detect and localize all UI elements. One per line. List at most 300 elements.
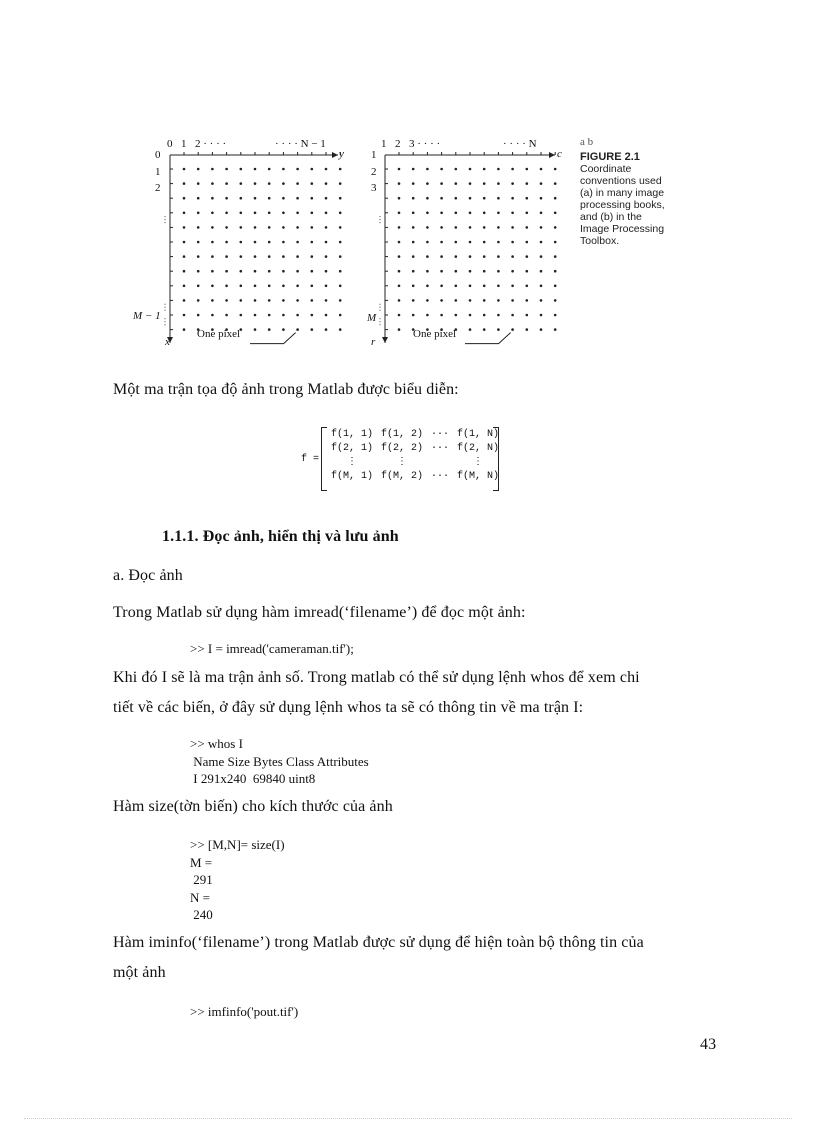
right-pixel-dot [540, 226, 543, 229]
paragraph-iminfo-line-1: Hàm iminfo(‘filename’) trong Matlab được sử dụng để hiện toàn bộ thông tin của [113, 934, 644, 951]
code-size [190, 836, 285, 924]
left-pixel-dot [325, 241, 328, 244]
right-pixel-dot [554, 328, 557, 331]
left-pixel-dot [197, 197, 200, 200]
left-pixel-dot [254, 212, 257, 215]
right-pixel-dot [469, 168, 472, 171]
right-pixel-dot [469, 182, 472, 185]
left-pixel-dot [211, 270, 214, 273]
left-pixel-dot [339, 241, 342, 244]
right-pixel-dot [469, 197, 472, 200]
right-pixel-dot [497, 328, 500, 331]
left-pixel-dot [282, 270, 285, 273]
left-pixel-dot [197, 285, 200, 288]
right-pixel-dot [540, 182, 543, 185]
code-line: M = [190, 854, 213, 870]
left-pixel-dot [296, 212, 299, 215]
left-pixel-dot [296, 314, 299, 317]
right-pixel-dot [426, 182, 429, 185]
right-pixel-dot [469, 270, 472, 273]
right-pixel-dot [554, 270, 557, 273]
right-pixel-dot [455, 182, 458, 185]
right-one-pixel-label: One pixel [413, 328, 457, 340]
right-pixel-dot [398, 197, 401, 200]
left-pixel-dot [339, 328, 342, 331]
left-pixel-dot [339, 285, 342, 288]
right-row-label-3: 3 [371, 182, 377, 194]
right-pixel-dot [398, 255, 401, 258]
left-axis-x: x [165, 336, 170, 348]
right-pixel-dot [483, 168, 486, 171]
left-pixel-dot [211, 197, 214, 200]
left-pixel-dot [225, 270, 228, 273]
left-pixel-dot [311, 241, 314, 244]
right-pixel-dot [412, 285, 415, 288]
left-pixel-dot [183, 270, 186, 273]
left-pixel-dot [296, 168, 299, 171]
left-pixel-dot [211, 212, 214, 215]
right-pixel-dot [483, 226, 486, 229]
right-pixel-dot [540, 212, 543, 215]
left-pixel-dot [240, 299, 243, 302]
right-pixel-dot [412, 314, 415, 317]
right-pixel-dot [426, 299, 429, 302]
left-pixel-pointer [250, 333, 296, 344]
left-pixel-dot [311, 168, 314, 171]
left-pixel-dot [311, 299, 314, 302]
left-pixel-dot [197, 182, 200, 185]
right-pixel-dot [526, 299, 529, 302]
matrix-row [327, 428, 503, 442]
right-pixel-dot [483, 299, 486, 302]
left-axis-y: y [339, 148, 344, 160]
right-pixel-dot [440, 226, 443, 229]
right-pixel-dot [469, 212, 472, 215]
right-pixel-dot [540, 314, 543, 317]
left-pixel-dot [240, 314, 243, 317]
left-pixel-dot [296, 197, 299, 200]
right-pixel-dot [412, 182, 415, 185]
right-pixel-dot [511, 226, 514, 229]
right-pixel-dot [526, 285, 529, 288]
left-pixel-dot [240, 255, 243, 258]
left-pixel-dot [254, 328, 257, 331]
matrix-equation [297, 427, 507, 493]
left-pixel-dot [254, 270, 257, 273]
left-col-label-2: 2 · · · · [195, 138, 227, 150]
right-pixel-dot [497, 270, 500, 273]
left-pixel-dot [339, 255, 342, 258]
right-pixel-dot [455, 255, 458, 258]
matrix-cell [427, 456, 453, 470]
right-pixel-dot [526, 270, 529, 273]
right-pixel-dot [540, 255, 543, 258]
left-pixel-dot [282, 328, 285, 331]
section-heading: 1.1.1. Đọc ảnh, hiển thị và lưu ảnh [162, 528, 399, 545]
left-pixel-dot [311, 270, 314, 273]
right-pixel-dot [511, 212, 514, 215]
right-pixel-dot [455, 270, 458, 273]
right-pixel-dot [497, 197, 500, 200]
right-pixel-dot [440, 270, 443, 273]
right-pixel-dot [426, 226, 429, 229]
left-pixel-dot [339, 168, 342, 171]
left-pixel-dot [225, 314, 228, 317]
right-pixel-dot [412, 299, 415, 302]
right-pixel-dot [398, 241, 401, 244]
left-pixel-dot [240, 226, 243, 229]
right-pixel-dot [511, 241, 514, 244]
matrix-row [327, 470, 503, 484]
right-pixel-dot [497, 314, 500, 317]
right-axis-c: c [557, 148, 562, 160]
left-pixel-dot [268, 270, 271, 273]
left-pixel-dot [268, 226, 271, 229]
right-pixel-dot [497, 285, 500, 288]
matrix-cell: ⋮ [397, 457, 408, 468]
left-pixel-dot [268, 255, 271, 258]
right-pixel-dot [554, 314, 557, 317]
right-pixel-dot [554, 168, 557, 171]
left-pixel-dot [254, 197, 257, 200]
left-pixel-dot [282, 197, 285, 200]
right-pixel-dot [426, 197, 429, 200]
right-pixel-dot [412, 226, 415, 229]
left-pixel-dot [296, 226, 299, 229]
left-pixel-dot [325, 197, 328, 200]
subsection-a-heading: a. Đọc ảnh [113, 567, 183, 584]
left-pixel-dot [339, 314, 342, 317]
matrix-cell: ··· [431, 429, 450, 440]
left-pixel-dot [240, 212, 243, 215]
right-pixel-dot [540, 299, 543, 302]
right-pixel-dot [554, 212, 557, 215]
right-pixel-dot [398, 314, 401, 317]
right-pixel-dot [426, 314, 429, 317]
right-pixel-dot [526, 212, 529, 215]
left-pixel-dot [240, 182, 243, 185]
matrix-cell: ··· [431, 443, 450, 454]
matrix-cell: f(2, 1) [331, 443, 374, 454]
right-pixel-dot [497, 255, 500, 258]
left-pixel-dot [339, 212, 342, 215]
code-line: 240 [190, 907, 213, 922]
matrix-lhs: f = [301, 454, 320, 465]
right-pixel-dot [398, 168, 401, 171]
right-pixel-dot [412, 212, 415, 215]
right-col-label-3: 3 · · · · [409, 138, 441, 150]
left-pixel-dot [197, 212, 200, 215]
left-pixel-dot [211, 226, 214, 229]
right-pixel-dot [469, 328, 472, 331]
left-pixel-dot [254, 168, 257, 171]
left-row-label-0: 0 [155, 149, 161, 161]
left-col-label-1: 1 [181, 138, 187, 150]
right-pixel-dot [398, 226, 401, 229]
left-pixel-dot [225, 285, 228, 288]
left-pixel-dot [311, 226, 314, 229]
right-pixel-dot [412, 168, 415, 171]
right-pixel-dot [540, 168, 543, 171]
left-pixel-dot [225, 212, 228, 215]
left-pixel-dot [296, 299, 299, 302]
right-pixel-dot [554, 299, 557, 302]
left-pixel-dot [211, 299, 214, 302]
left-pixel-dot [268, 285, 271, 288]
left-pixel-dot [211, 182, 214, 185]
code-line: >> [M,N]= size(I) [190, 837, 285, 852]
right-pixel-dot [511, 285, 514, 288]
left-pixel-dot [282, 314, 285, 317]
left-pixel-dot [211, 314, 214, 317]
code-line: I 291x240 69840 uint8 [190, 771, 316, 786]
left-pixel-dot [282, 226, 285, 229]
right-pixel-dot [497, 168, 500, 171]
right-pixel-dot [540, 270, 543, 273]
right-pixel-dot [398, 212, 401, 215]
matrix-body [327, 428, 503, 484]
right-pixel-dot [469, 226, 472, 229]
left-pixel-dot [311, 328, 314, 331]
left-pixel-dot [183, 328, 186, 331]
left-pixel-dot [197, 255, 200, 258]
matrix-cell: f(1, 2) [381, 429, 424, 440]
right-pixel-dot [511, 197, 514, 200]
right-pixel-dot [455, 226, 458, 229]
left-pixel-dot [254, 226, 257, 229]
right-pixel-dot [554, 226, 557, 229]
left-pixel-dot [183, 285, 186, 288]
matrix-cell: ··· [431, 471, 450, 482]
paragraph-size: Hàm size(tờn biến) cho kích thước của ảnh [113, 798, 393, 815]
left-pixel-dot [311, 197, 314, 200]
left-pixel-dot [268, 212, 271, 215]
left-pixel-dot [254, 314, 257, 317]
left-pixel-dot [197, 299, 200, 302]
figure-caption-line: Coordinate [580, 163, 632, 175]
left-pixel-dot [197, 241, 200, 244]
right-pixel-dot [455, 314, 458, 317]
right-pixel-dot [440, 285, 443, 288]
paragraph-imread: Trong Matlab sử dụng hàm imread(‘filename’) để đọc một ảnh: [113, 604, 526, 621]
code-line: 291 [190, 872, 213, 887]
left-pixel-dot [197, 168, 200, 171]
right-pixel-dot [455, 299, 458, 302]
right-row-label-2: 2 [371, 166, 377, 178]
right-pixel-dot [526, 197, 529, 200]
left-pixel-dot [240, 270, 243, 273]
page-number: 43 [700, 1036, 717, 1053]
right-col-label-last: · · · · N [503, 138, 537, 150]
right-pixel-dot [455, 285, 458, 288]
matrix-cell: f(M, 1) [331, 471, 374, 482]
left-pixel-dot [282, 255, 285, 258]
left-pixel-dot [211, 241, 214, 244]
right-pixel-dot [554, 182, 557, 185]
left-pixel-dot [225, 197, 228, 200]
right-pixel-dot [455, 241, 458, 244]
right-pixel-dot [483, 212, 486, 215]
left-pixel-dot [183, 299, 186, 302]
right-horizontal-axis-arrow [549, 152, 555, 158]
left-pixel-dot [268, 328, 271, 331]
left-pixel-dot [254, 299, 257, 302]
right-pixel-dot [554, 241, 557, 244]
right-pixel-dot [469, 314, 472, 317]
left-pixel-dot [225, 182, 228, 185]
right-pixel-dot [398, 182, 401, 185]
left-col-label-0: 0 [167, 138, 173, 150]
left-pixel-dot [240, 197, 243, 200]
left-pixel-dot [282, 285, 285, 288]
left-pixel-dot [325, 270, 328, 273]
left-pixel-dot [339, 226, 342, 229]
right-pixel-dot [554, 255, 557, 258]
left-pixel-dot [339, 270, 342, 273]
left-one-pixel-label: One pixel [197, 328, 241, 340]
left-pixel-dot [296, 270, 299, 273]
left-pixel-dot [325, 212, 328, 215]
paragraph-whos-line-1: Khi đó I sẽ là ma trận ảnh số. Trong matlab có thể sử dụng lệnh whos để xem chi [113, 669, 640, 686]
right-pixel-dot [540, 328, 543, 331]
left-pixel-dot [240, 168, 243, 171]
left-pixel-dot [197, 314, 200, 317]
left-pixel-dot [183, 197, 186, 200]
right-pixel-dot [440, 197, 443, 200]
page-bottom-rule [24, 1118, 792, 1119]
code-imread: >> I = imread('cameraman.tif'); [190, 641, 354, 656]
right-pixel-dot [455, 168, 458, 171]
right-pixel-dot [540, 241, 543, 244]
figure-caption [580, 136, 690, 247]
left-pixel-dot [211, 168, 214, 171]
right-pixel-dot [455, 212, 458, 215]
left-pixel-dot [325, 255, 328, 258]
right-pixel-dot [469, 285, 472, 288]
left-pixel-dot [325, 328, 328, 331]
left-pixel-dot [296, 182, 299, 185]
right-pixel-dot [426, 285, 429, 288]
left-pixel-dot [282, 182, 285, 185]
right-pixel-dot [483, 314, 486, 317]
right-pixel-dot [412, 197, 415, 200]
right-pixel-dot [469, 241, 472, 244]
left-pixel-dot [240, 285, 243, 288]
right-pixel-dot [483, 197, 486, 200]
matrix-cell: f(2, N) [457, 443, 500, 454]
right-pixel-dot [526, 255, 529, 258]
matrix-cell: f(1, N) [457, 429, 500, 440]
right-pixel-dot [497, 226, 500, 229]
left-col-label-last: · · · · N − 1 [275, 138, 326, 150]
left-pixel-dot [339, 299, 342, 302]
left-pixel-dot [268, 299, 271, 302]
left-pixel-dot [268, 168, 271, 171]
figure-caption-title: FIGURE 2.1 [580, 151, 640, 163]
left-pixel-dot [225, 255, 228, 258]
code-imfinfo: >> imfinfo('pout.tif') [190, 1004, 299, 1019]
left-pixel-dot [268, 241, 271, 244]
right-pixel-dot [440, 168, 443, 171]
right-pixel-dot [526, 241, 529, 244]
left-pixel-dot [282, 212, 285, 215]
right-pixel-dot [554, 285, 557, 288]
left-pixel-dot [325, 226, 328, 229]
right-pixel-dot [540, 285, 543, 288]
left-pixel-dot [183, 241, 186, 244]
right-pixel-dot [398, 299, 401, 302]
left-pixel-dot [254, 285, 257, 288]
left-row-label-1: 1 [155, 166, 161, 178]
right-pixel-dot [497, 182, 500, 185]
figure-2-1 [125, 130, 685, 350]
left-pixel-dot [296, 285, 299, 288]
right-pixel-dot [398, 285, 401, 288]
left-pixel-dot [254, 182, 257, 185]
right-pixel-dot [483, 182, 486, 185]
right-row-label-last: M [367, 312, 377, 324]
right-pixel-dot [440, 212, 443, 215]
right-pixel-dot [426, 255, 429, 258]
left-pixel-dot [211, 285, 214, 288]
left-pixel-dot [268, 182, 271, 185]
right-col-label-1: 1 [381, 138, 387, 150]
right-pixel-dot [511, 182, 514, 185]
right-pixel-dot [497, 299, 500, 302]
right-pixel-dot [398, 270, 401, 273]
matrix-cell: f(M, N) [457, 471, 500, 482]
left-pixel-dot [325, 285, 328, 288]
code-whos [190, 735, 369, 788]
right-pixel-dot [483, 241, 486, 244]
figure-caption-line: Image Processing [580, 223, 665, 235]
left-horizontal-axis-arrow [332, 152, 338, 158]
left-pixel-dot [311, 182, 314, 185]
right-pixel-dot [455, 197, 458, 200]
right-pixel-dot [511, 314, 514, 317]
left-pixel-dot [339, 182, 342, 185]
right-pixel-dot [511, 270, 514, 273]
right-pixel-dot [398, 328, 401, 331]
left-pixel-dot [268, 197, 271, 200]
right-pixel-dot [511, 168, 514, 171]
left-pixel-dot [225, 168, 228, 171]
code-line: Name Size Bytes Class Attributes [190, 753, 369, 769]
right-pixel-dot [469, 255, 472, 258]
left-pixel-dot [311, 212, 314, 215]
right-vertical-axis-arrow [382, 337, 388, 343]
right-pixel-dot [426, 212, 429, 215]
figure-caption-line: conventions used [580, 175, 662, 187]
right-pixel-dot [526, 226, 529, 229]
left-pixel-dot [339, 197, 342, 200]
left-pixel-dot [225, 299, 228, 302]
right-pixel-dot [554, 197, 557, 200]
code-line: N = [190, 889, 210, 905]
left-pixel-dot [296, 255, 299, 258]
figure-caption-line: Toolbox. [580, 235, 620, 247]
left-pixel-dot [183, 168, 186, 171]
right-coordinate-grid [380, 152, 557, 344]
left-pixel-dot [240, 241, 243, 244]
right-pixel-dot [426, 241, 429, 244]
right-pixel-dot [440, 182, 443, 185]
paragraph-whos-line-2: tiết về các biến, ở đây sử dụng lệnh whos ta sẽ có thông tin về ma trận I: [113, 699, 584, 716]
left-coordinate-grid [165, 152, 342, 344]
right-pixel-dot [426, 168, 429, 171]
matrix-cell: ⋮ [347, 457, 357, 468]
left-row-label-last: M − 1 [133, 310, 161, 322]
